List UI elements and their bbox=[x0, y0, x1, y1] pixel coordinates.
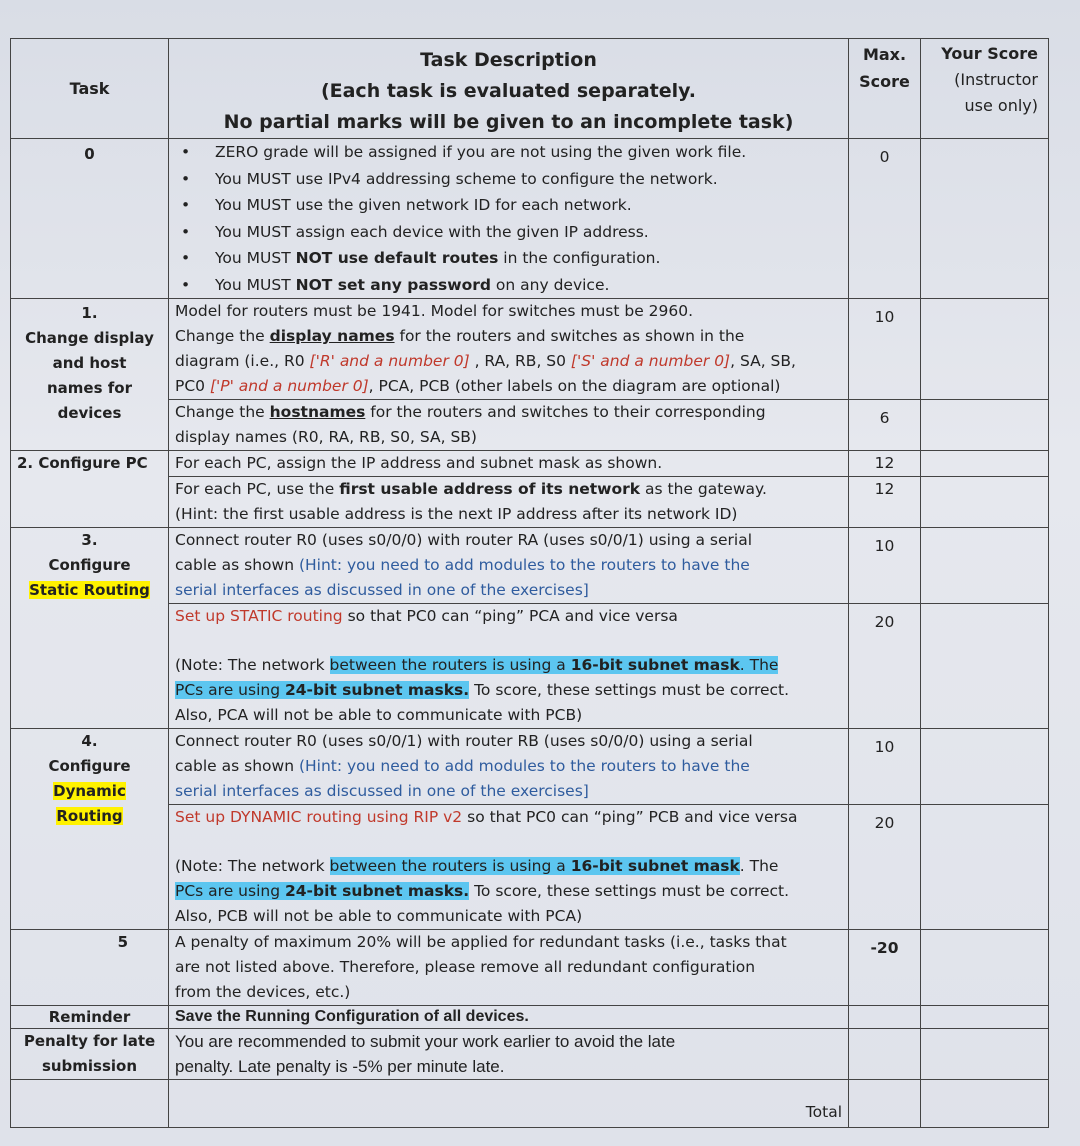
reminder-label: Reminder bbox=[11, 1006, 169, 1029]
header-row bbox=[11, 39, 1049, 139]
list-item: • You MUST assign each device with the given IP address. bbox=[175, 219, 842, 246]
task-3b-max-score: 20 bbox=[849, 604, 921, 729]
total-your-score[interactable] bbox=[921, 1080, 1049, 1128]
task-4a-your-score[interactable] bbox=[921, 729, 1049, 805]
list-item: • ZERO grade will be assigned if you are not using the given work file. bbox=[175, 139, 842, 166]
task-1b-your-score[interactable] bbox=[921, 400, 1049, 451]
reminder-text: Save the Running Configuration of all devices. bbox=[169, 1006, 849, 1029]
task-1b-description: Change the hostnames for the routers and switches to their corresponding display names (R0, RA, RB, S0, SA, SB) bbox=[169, 400, 849, 451]
task-2-label: 2. Configure PC bbox=[11, 451, 169, 528]
total-max-score bbox=[849, 1080, 921, 1128]
task-3a-description: Connect router R0 (uses s0/0/0) with router RA (uses s0/0/1) using a serial cable as shown (Hint: you need to add modules to the routers to have the serial interfaces as discussed in one of the exercises] bbox=[169, 528, 849, 604]
task-1b-max-score: 6 bbox=[849, 400, 921, 451]
list-item: • You MUST NOT set any password on any device. bbox=[175, 272, 842, 299]
task-4a-description: Connect router R0 (uses s0/0/1) with router RB (uses s0/0/0) using a serial cable as shown (Hint: you need to add modules to the routers to have the serial interfaces as discussed in one of the exercises] bbox=[169, 729, 849, 805]
total-row bbox=[11, 1080, 1049, 1128]
task-0-max-score: 0 bbox=[849, 139, 921, 299]
task-3-row-a bbox=[11, 528, 1049, 604]
task-2a-your-score[interactable] bbox=[921, 451, 1049, 477]
task-4-label: 4. Configure Dynamic Routing bbox=[11, 729, 169, 930]
grading-table bbox=[10, 38, 1049, 1128]
task-0-row bbox=[11, 139, 1049, 299]
penalty-label: Penalty for late submission bbox=[11, 1029, 169, 1080]
task-5-max-score: -20 bbox=[849, 930, 921, 1006]
task-3-label: 3. Configure Static Routing bbox=[11, 528, 169, 729]
task-3a-your-score[interactable] bbox=[921, 528, 1049, 604]
task-3b-your-score[interactable] bbox=[921, 604, 1049, 729]
header-max-score: Max. Score bbox=[849, 39, 921, 139]
task-4-row-a bbox=[11, 729, 1049, 805]
header-your-score: Your Score (Instructor use only) bbox=[921, 39, 1049, 139]
reminder-your-score[interactable] bbox=[921, 1006, 1049, 1029]
penalty-max-score bbox=[849, 1029, 921, 1080]
task-0-your-score[interactable] bbox=[921, 139, 1049, 299]
penalty-your-score[interactable] bbox=[921, 1029, 1049, 1080]
reminder-row bbox=[11, 1006, 1049, 1029]
penalty-text: You are recommended to submit your work earlier to avoid the late penalty. Late penalty is -5% per minute late. bbox=[169, 1029, 849, 1080]
header-description: Task Description (Each task is evaluated separately. No partial marks will be given to an incomplete task) bbox=[169, 39, 849, 139]
task-3b-description: Set up STATIC routing so that PC0 can “ping” PCA and vice versa (Note: The network between the routers is using a 16-bit subnet mask. The PCs are using 24-bit subnet masks. To score, these settings must be correct. Also, PCA will not be able to communicate with PCB) bbox=[169, 604, 849, 729]
total-label: Total bbox=[169, 1080, 849, 1128]
task-5-row bbox=[11, 930, 1049, 1006]
task-1a-description: Model for routers must be 1941. Model for switches must be 2960. Change the display names for the routers and switches as shown in the diagram (i.e., R0 ['R' and a number 0] , RA, RB, S0 ['S' and a number 0], SA, SB, PC0 ['P' and a number 0], PCA, PCB (other labels on the diagram are optional) bbox=[169, 299, 849, 400]
task-3a-max-score: 10 bbox=[849, 528, 921, 604]
task-2-row-a bbox=[11, 451, 1049, 477]
task-1-label: 1. Change display and host names for devices bbox=[11, 299, 169, 451]
task-4b-max-score: 20 bbox=[849, 805, 921, 930]
penalty-row bbox=[11, 1029, 1049, 1080]
task-2b-your-score[interactable] bbox=[921, 477, 1049, 528]
list-item: • You MUST NOT use default routes in the configuration. bbox=[175, 245, 842, 272]
task-2a-max-score: 12 bbox=[849, 451, 921, 477]
task-2a-description: For each PC, assign the IP address and subnet mask as shown. bbox=[169, 451, 849, 477]
task-1a-your-score[interactable] bbox=[921, 299, 1049, 400]
total-blank-task bbox=[11, 1080, 169, 1128]
task-5-label: 5 bbox=[11, 930, 169, 1006]
task-2b-description: For each PC, use the first usable address of its network as the gateway. (Hint: the first usable address is the next IP address after its network ID) bbox=[169, 477, 849, 528]
task-0-label: 0 bbox=[11, 139, 169, 299]
list-item: • You MUST use the given network ID for each network. bbox=[175, 192, 842, 219]
task-2b-max-score: 12 bbox=[849, 477, 921, 528]
task-0-description bbox=[169, 139, 849, 299]
task-5-description: A penalty of maximum 20% will be applied for redundant tasks (i.e., tasks that are not listed above. Therefore, please remove all redundant configuration from the devices, etc.) bbox=[169, 930, 849, 1006]
task-1-row-a bbox=[11, 299, 1049, 400]
task-4a-max-score: 10 bbox=[849, 729, 921, 805]
task-4b-your-score[interactable] bbox=[921, 805, 1049, 930]
header-task: Task bbox=[11, 39, 169, 139]
task-5-your-score[interactable] bbox=[921, 930, 1049, 1006]
task-4b-description: Set up DYNAMIC routing using RIP v2 so that PC0 can “ping” PCB and vice versa (Note: The network between the routers is using a 16-bit subnet mask. The PCs are using 24-bit subnet masks. To score, these settings must be correct. Also, PCB will not be able to communicate with PCA) bbox=[169, 805, 849, 930]
reminder-max-score bbox=[849, 1006, 921, 1029]
list-item: • You MUST use IPv4 addressing scheme to configure the network. bbox=[175, 166, 842, 193]
task-1a-max-score: 10 bbox=[849, 299, 921, 400]
